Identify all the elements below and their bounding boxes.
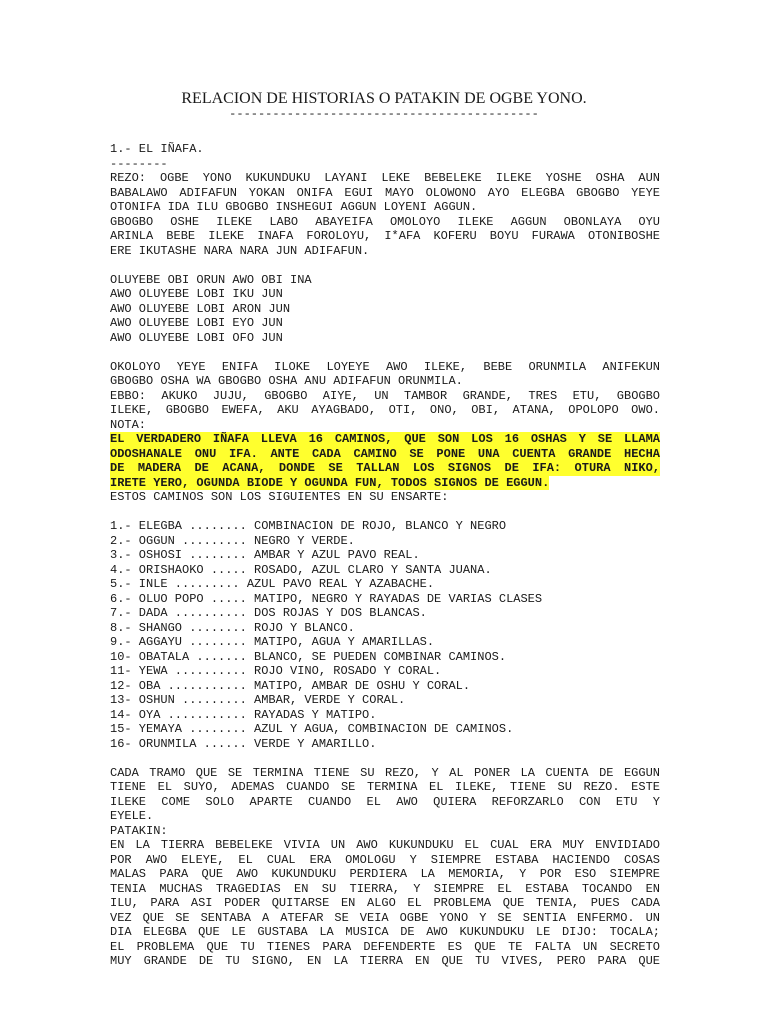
text-line: EBBO: AKUKO JUJU, GBOGBO AIYE, UN TAMBOR GRANDE, TRES ETU, GBOGBO <box>110 388 660 403</box>
text-line: 3.- OSHOSI ........ AMBAR Y AZUL PAVO REAL. <box>110 548 420 562</box>
text-line: -------- <box>110 156 168 171</box>
text-line: AWO OLUYEBE LOBI OFO JUN <box>110 330 283 345</box>
text-line: NOTA: <box>110 417 147 432</box>
document-title: RELACION DE HISTORIAS O PATAKIN DE OGBE YONO. <box>181 90 587 107</box>
text-line: ARINLA BEBE ILEKE INAFA FOROLOYU, I*AFA KOFERU BOYU FURAWA OTONIBOSHE <box>110 229 660 243</box>
text-line: 1.- ELEGBA ........ COMBINACION DE ROJO, BLANCO Y NEGRO <box>110 519 507 533</box>
blank-line <box>110 345 660 360</box>
text-line: 2.- OGGUN ......... NEGRO Y VERDE. <box>110 533 355 548</box>
text-line: DIA ELEGBA QUE LE GUSTABA LA MUSICA DE AWO KUKUNDUKU LE DIJO: TOCALA; <box>110 925 660 939</box>
text-line: EL PROBLEMA QUE TU TIENES PARA DEFENDERTE ES QUE TE FALTA UN SECRETO <box>110 939 660 954</box>
text-line: 10- OBATALA ....... BLANCO, SE PUEDEN COMBINAR CAMINOS. <box>110 649 507 664</box>
text-line: EYELE. <box>110 809 154 823</box>
text-line: 12- OBA ........... MATIPO, AMBAR DE OSHU Y CORAL. <box>110 678 471 693</box>
text-line: OTONIFA IDA ILU GBOGBO INSHEGUI AGGUN LOYENI AGGUN. <box>110 200 478 214</box>
text-line: 5.- INLE ......... AZUL PAVO REAL Y AZABACHE. <box>110 577 435 591</box>
text-line: 16- ORUNMILA ...... VERDE Y AMARILLO. <box>110 736 377 751</box>
text-line: 9.- AGGAYU ........ MATIPO, AGUA Y AMARILLAS. <box>110 635 435 649</box>
text-line: ERE IKUTASHE NARA NARA JUN ADIFAFUN. <box>110 243 370 258</box>
text-line: ILEKE COME SOLO APARTE CUANDO EL AWO QUIERA REFORZARLO CON ETU Y <box>110 794 660 809</box>
text-line: 7.- DADA .......... DOS ROJAS Y DOS BLANCAS. <box>110 606 427 620</box>
text-line: 4.- ORISHAOKO ..... ROSADO, AZUL CLARO Y SANTA JUANA. <box>110 562 492 577</box>
text-line: OKOLOYO YEYE ENIFA ILOKE LOYEYE AWO ILEKE, BEBE ORUNMILA ANIFEKUN <box>110 359 660 374</box>
text-line: AWO OLUYEBE LOBI ARON JUN <box>110 301 291 316</box>
text-line: GBOGBO OSHE ILEKE LABO ABAYEIFA OMOLOYO ILEKE AGGUN OBONLAYA OYU <box>110 214 660 229</box>
highlighted-text-line <box>110 476 660 491</box>
highlighted-text-line: DE MADERA DE ACANA, DONDE SE TALLAN LOS SIGNOS DE IFA: OTURA NIKO, <box>110 461 660 475</box>
text-line: 11- YEWA .......... ROJO VINO, ROSADO Y CORAL. <box>110 664 442 678</box>
title-underline: ------------------------------------------- <box>229 107 539 121</box>
highlighted-text-line: EL VERDADERO IÑAFA LLEVA 16 CAMINOS, QUE SON LOS 16 OSHAS Y SE LLAMA <box>110 432 660 446</box>
text-line: ILEKE, GBOGBO EWEFA, AKU AYAGBADO, OTI, ONO, OBI, ATANA, OPOLOPO OWO. <box>110 403 660 417</box>
blank-line <box>110 505 660 520</box>
document-body <box>110 142 660 969</box>
text-line: 1.- EL IÑAFA. <box>110 142 204 156</box>
text-line: 14- OYA ........... RAYADAS Y MATIPO. <box>110 707 377 722</box>
text-line: 15- YEMAYA ........ AZUL Y AGUA, COMBINACION DE CAMINOS. <box>110 722 514 736</box>
text-line: PATAKIN: <box>110 823 168 838</box>
text-line: TIENE EL SUYO, ADEMAS CUANDO SE TERMINA EL ILEKE, TIENE SU REZO. ESTE <box>110 780 660 794</box>
highlighted-text: IRETE YERO, OGUNDA BIODE Y OGUNDA FUN, TODOS SIGNOS DE EGGUN. <box>110 475 550 490</box>
text-line: POR AWO ELEYE, EL CUAL ERA OMOLOGU Y SIEMPRE ESTABA HACIENDO COSAS <box>110 852 660 867</box>
text-line: MALAS PARA QUE AWO KUKUNDUKU PERDIERA LA MEMORIA, Y POR ESO SIEMPRE <box>110 867 660 881</box>
text-line: AWO OLUYEBE LOBI EYO JUN <box>110 316 283 330</box>
text-line: AWO OLUYEBE LOBI IKU JUN <box>110 287 283 301</box>
text-line: 6.- OLUO POPO ..... MATIPO, NEGRO Y RAYADAS DE VARIAS CLASES <box>110 591 543 606</box>
text-line: MUY GRANDE DE TU SIGNO, EN LA TIERRA EN QUE TU VIVES, PERO PARA QUE <box>110 954 660 968</box>
text-line: GBOGBO OSHA WA GBOGBO OSHA ANU ADIFAFUN ORUNMILA. <box>110 374 463 388</box>
blank-line <box>110 751 660 766</box>
text-line: ESTOS CAMINOS SON LOS SIGUIENTES EN SU ENSARTE: <box>110 490 449 504</box>
text-line: VEZ QUE SE SENTABA A ATEFAR SE VEIA OGBE YONO Y SE SENTIA ENFERMO. UN <box>110 910 660 925</box>
text-line: BABALAWO ADIFAFUN YOKAN ONIFA EGUI MAYO OLOWONO AYO ELEGBA GBOGBO YEYE <box>110 185 660 200</box>
text-line: CADA TRAMO QUE SE TERMINA TIENE SU REZO, Y AL PONER LA CUENTA DE EGGUN <box>110 765 660 780</box>
blank-line <box>110 258 660 273</box>
text-line: OLUYEBE OBI ORUN AWO OBI INA <box>110 272 312 287</box>
text-line: TENIA MUCHAS TRAGEDIAS EN SU TIERRA, Y SIEMPRE EL ESTABA TOCANDO EN <box>110 881 660 896</box>
text-line: 8.- SHANGO ........ ROJO Y BLANCO. <box>110 620 355 635</box>
text-line: EN LA TIERRA BEBELEKE VIVIA UN AWO KUKUNDUKU EL CUAL ERA MUY ENVIDIADO <box>110 838 660 852</box>
highlighted-text-line: ODOSHANALE ONU IFA. ANTE CADA CAMINO SE PONE UNA CUENTA GRANDE HECHA <box>110 446 660 461</box>
text-line: 13- OSHUN ......... AMBAR, VERDE Y CORAL. <box>110 693 406 707</box>
text-line: ILU, PARA ASI PODER QUITARSE EN ALGO EL PROBLEMA QUE TENIA, PUES CADA <box>110 896 660 910</box>
text-line: REZO: OGBE YONO KUKUNDUKU LAYANI LEKE BEBELEKE ILEKE YOSHE OSHA AUN <box>110 171 660 185</box>
